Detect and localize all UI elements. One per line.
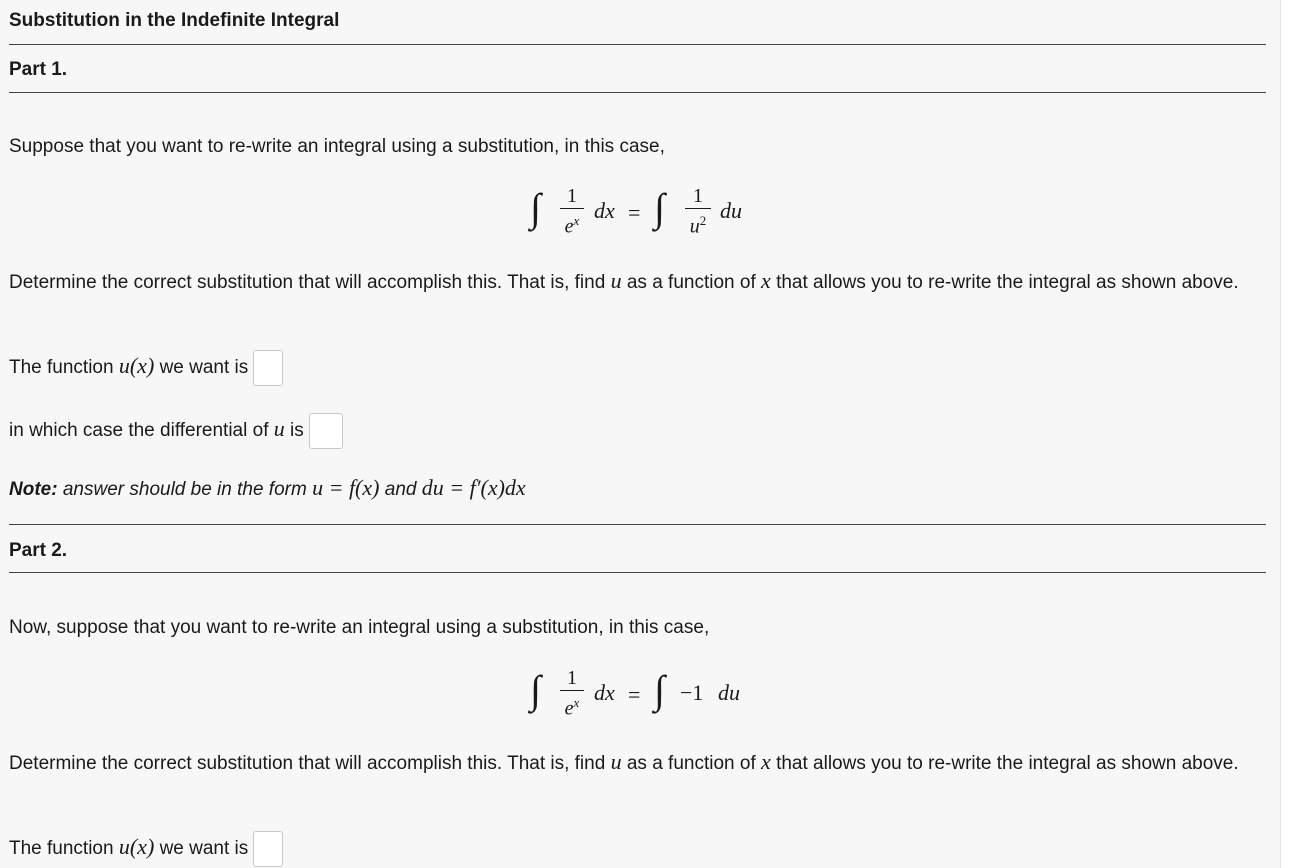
u-answer-input-part2[interactable] xyxy=(253,831,283,867)
left-numerator: 1 xyxy=(567,667,577,689)
integral-sign: ∫ xyxy=(654,185,665,230)
right-coefficient: −1 xyxy=(680,680,704,705)
left-fraction xyxy=(560,668,584,719)
part2-equation xyxy=(530,662,760,722)
part2-intro: Now, suppose that you want to re-write an integral using a substitution, in this case, xyxy=(9,617,710,638)
equals-sign: = xyxy=(628,200,641,225)
left-differential: dx xyxy=(594,680,615,705)
part1-label: Part 1. xyxy=(9,59,68,80)
left-denominator: $e^x$ xyxy=(564,213,580,238)
left-differential: dx xyxy=(594,198,615,223)
integral-sign: ∫ xyxy=(654,667,665,712)
integral-sign: ∫ xyxy=(530,667,541,712)
left-numerator: 1 xyxy=(567,185,577,207)
part1-determine: Determine the correct substitution that will accomplish this. That is, find u as a function of x that allows you to re-write the integral as shown above. xyxy=(9,268,1239,293)
page-title: Substitution in the Indefinite Integral xyxy=(9,10,340,31)
right-differential: du xyxy=(718,680,740,705)
right-denominator: $u^2$ xyxy=(689,213,707,238)
scrollbar[interactable] xyxy=(1280,0,1291,868)
part2-determine: Determine the correct substitution that will accomplish this. That is, find u as a function of x that allows you to re-write the integral as shown above. xyxy=(9,749,1239,774)
divider xyxy=(9,572,1266,573)
divider xyxy=(9,524,1266,525)
divider xyxy=(9,92,1266,93)
right-differential: du xyxy=(720,198,742,223)
du-answer-input[interactable] xyxy=(309,413,343,449)
part1-intro: Suppose that you want to re-write an integral using a substitution, in this case, xyxy=(9,136,665,157)
integral-sign: ∫ xyxy=(530,185,541,230)
part1-differential-row: in which case the differential of u is xyxy=(9,413,343,449)
left-fraction xyxy=(560,186,584,237)
part1-equation xyxy=(530,180,760,240)
divider xyxy=(9,44,1266,45)
part1-note: Note: answer should be in the form u = f(x) and du = f′(x)dx xyxy=(9,475,526,500)
part1-function-row: The function u(x) we want is xyxy=(9,350,283,386)
u-answer-input[interactable] xyxy=(253,350,283,386)
left-denominator: $e^x$ xyxy=(564,695,580,720)
part2-label: Part 2. xyxy=(9,540,68,561)
right-fraction xyxy=(685,186,711,237)
part2-function-row: The function u(x) we want is xyxy=(9,831,283,867)
right-numerator: 1 xyxy=(693,185,703,207)
equals-sign: = xyxy=(628,682,641,707)
